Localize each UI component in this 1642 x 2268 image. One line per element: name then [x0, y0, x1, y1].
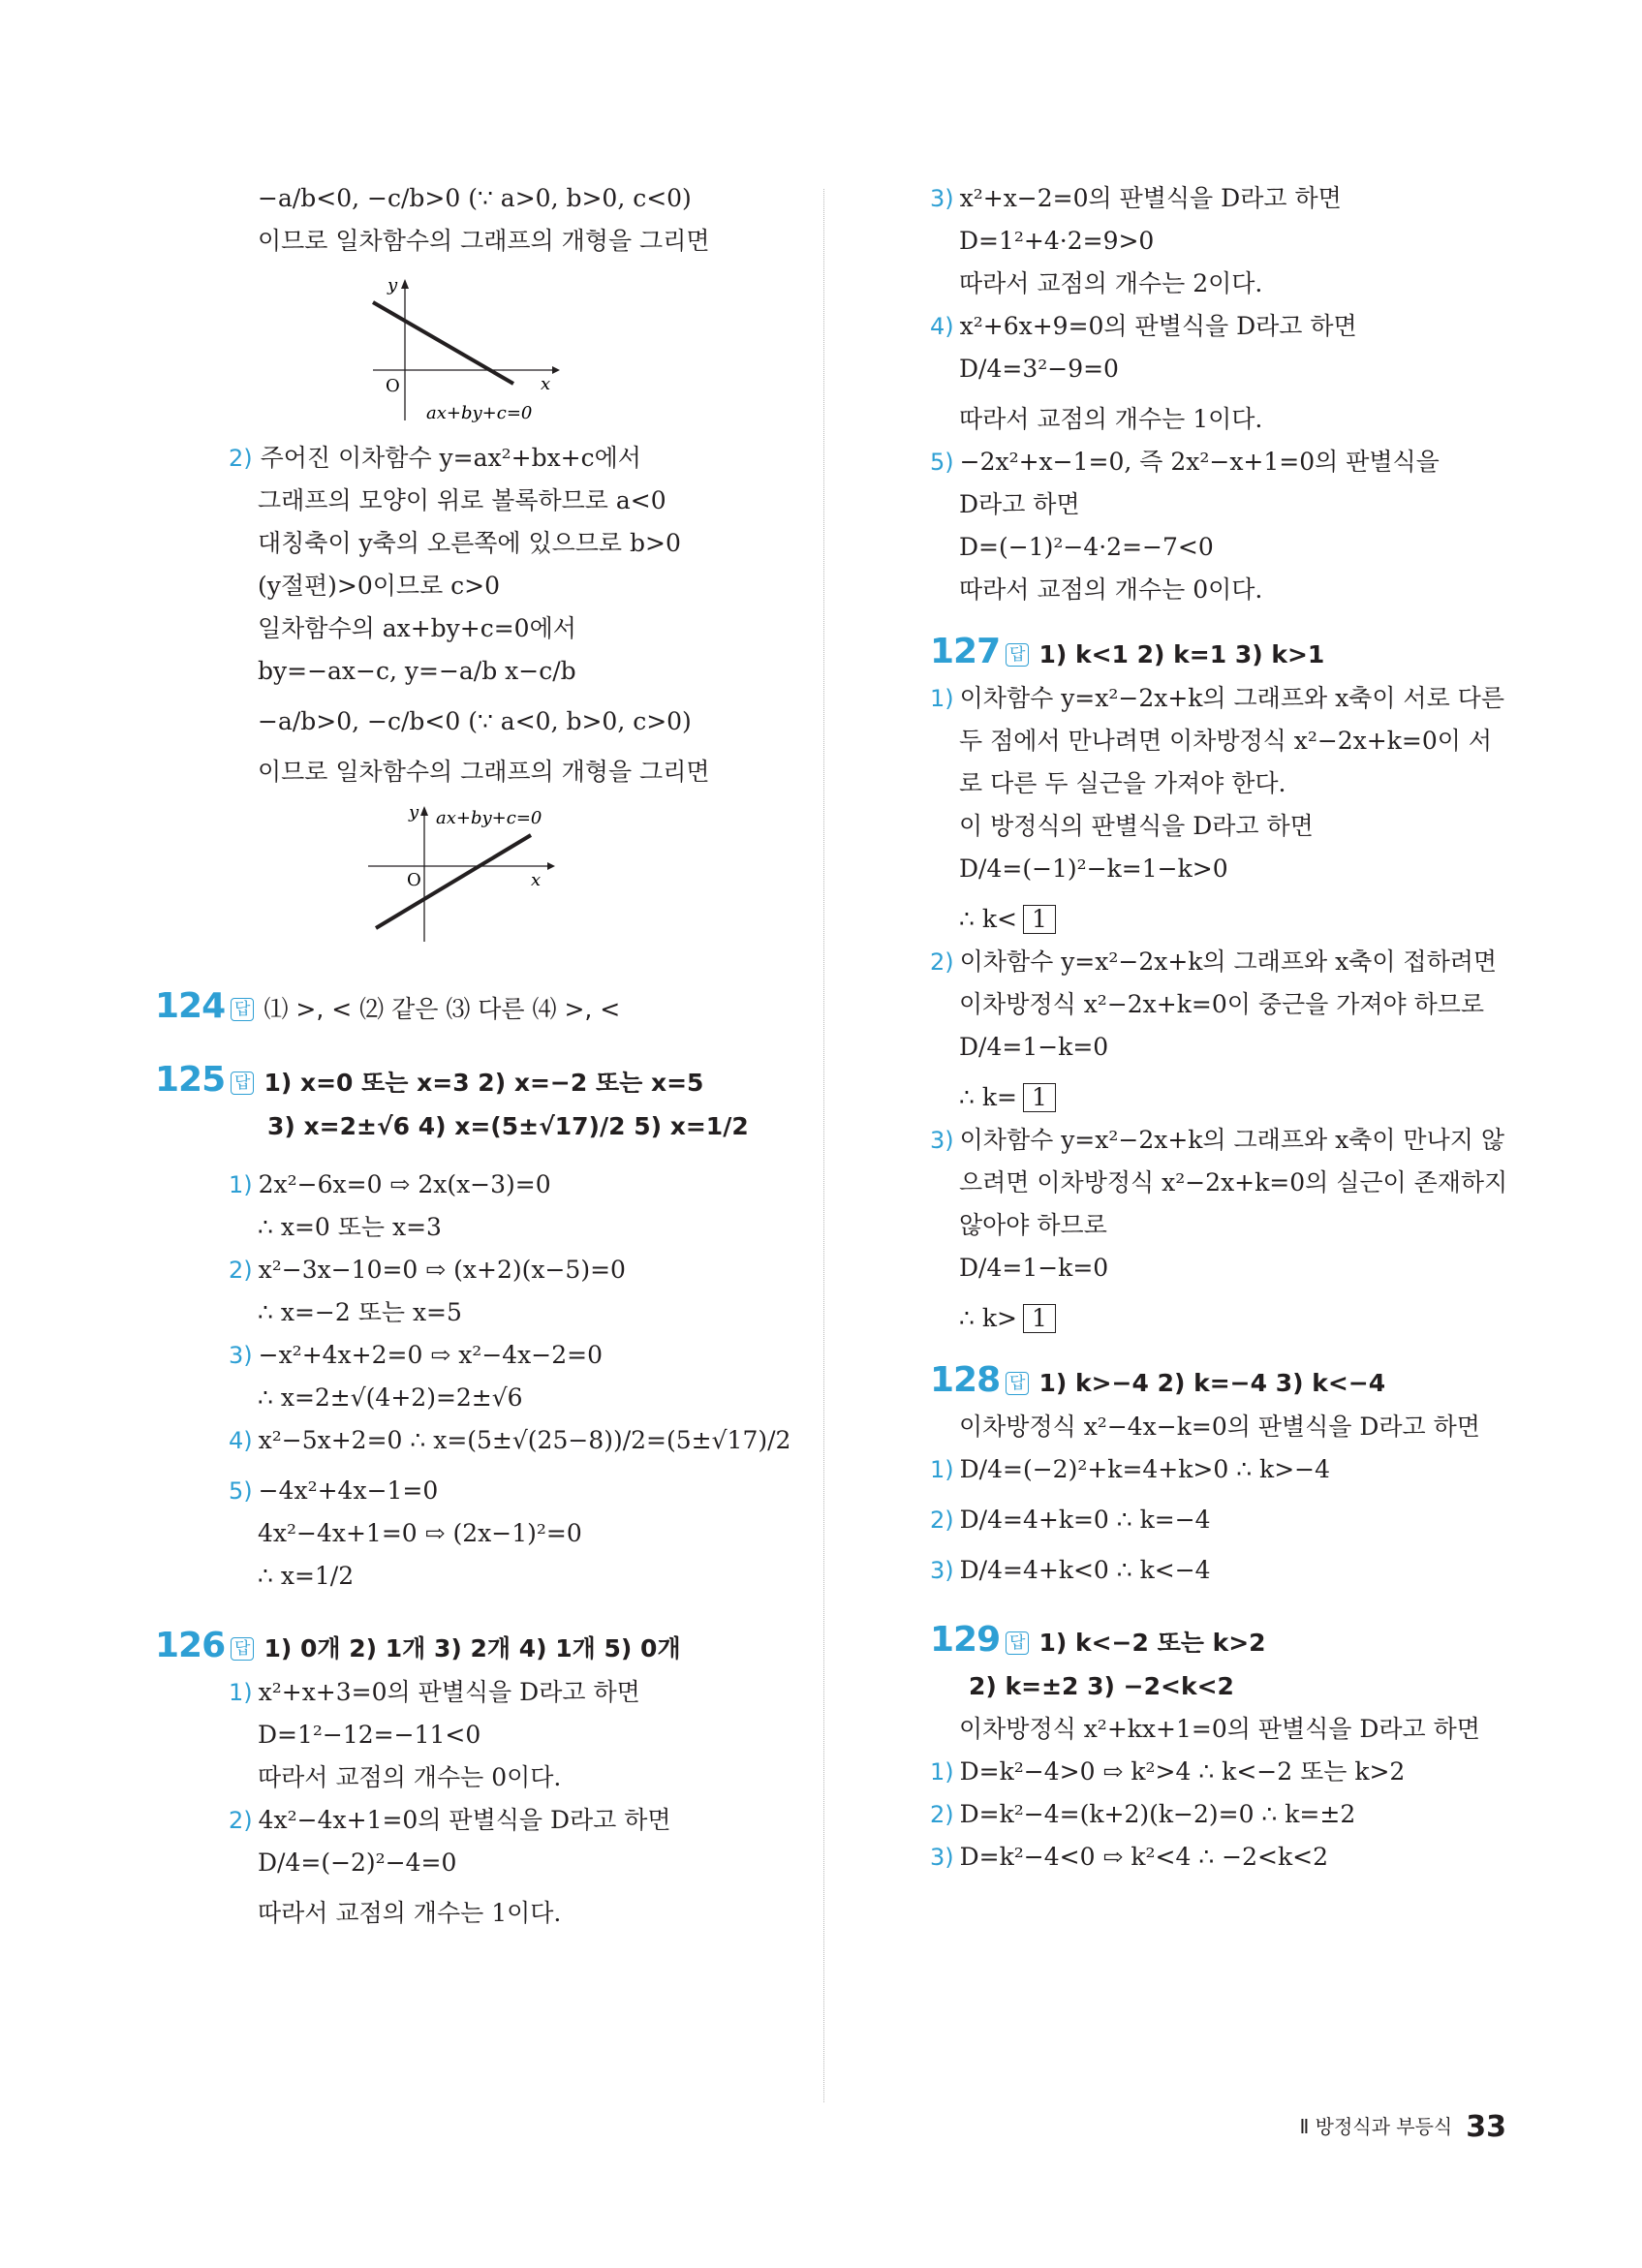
- problem-127-header: [930, 632, 1531, 684]
- step-marker: 2): [930, 1801, 954, 1828]
- solution-step: [930, 727, 1531, 769]
- solution-step: [930, 405, 1531, 448]
- part-marker: 2): [229, 445, 253, 472]
- step-text: D/4=1−k=0: [959, 1254, 1109, 1282]
- x-axis-arrow: [547, 862, 555, 870]
- step-text: −4x²+4x−1=0: [258, 1476, 439, 1505]
- solution-step: [930, 448, 1531, 490]
- step-marker: 3): [930, 185, 954, 212]
- solution-step: [155, 1341, 833, 1383]
- step-text: 따라서 교점의 개수는 1이다.: [258, 1899, 562, 1927]
- step-text: D=k²−4>0 ⇨ k²>4 ∴ k<−2 또는 k>2: [959, 1757, 1406, 1786]
- solution-step: [930, 1843, 1531, 1885]
- solution-step: [155, 1678, 833, 1721]
- step-text: D=k²−4<0 ⇨ k²<4 ∴ −2<k<2: [959, 1843, 1328, 1871]
- solution-step: [930, 1254, 1531, 1304]
- origin-label: O: [386, 376, 400, 396]
- line-label: ax+by+c=0: [426, 403, 533, 423]
- answer: 1) 0개 2) 1개 3) 2개 4) 1개 5) 0개: [263, 1634, 681, 1662]
- solution-step: [155, 1562, 833, 1612]
- answer-badge: 답: [231, 1637, 254, 1661]
- step-text: x²+6x+9=0의 판별식을 D라고 하면: [959, 312, 1357, 340]
- solution-125: [155, 1170, 833, 1612]
- graph-1: [155, 275, 833, 430]
- part2-line: 대칭축이 y축의 오른쪽에 있으므로 b>0: [258, 529, 681, 557]
- solution-step: [930, 533, 1531, 575]
- origin-label: O: [407, 870, 421, 890]
- step-text: D=(−1)²−4·2=−7<0: [959, 533, 1214, 561]
- step-text: 으려면 이차방정식 x²−2x+k=0의 실근이 존재하지: [959, 1168, 1508, 1196]
- solution-step: [155, 1170, 833, 1213]
- solution-step: [930, 1455, 1531, 1506]
- step-text: −x²+4x+2=0 ⇨ x²−4x−2=0: [258, 1341, 603, 1369]
- solution-step: [155, 1256, 833, 1298]
- answer: 1) k<1 2) k=1 3) k>1: [1038, 640, 1325, 668]
- step-text: x²+x+3=0의 판별식을 D라고 하면: [258, 1678, 640, 1706]
- step-text: 이차방정식 x²−2x+k=0이 중근을 가져야 하므로: [959, 990, 1485, 1018]
- solution-step: [930, 1126, 1531, 1168]
- step-marker: 4): [930, 313, 954, 340]
- answer: 1) k<−2 또는 k>2: [1038, 1629, 1266, 1657]
- answer: 1) k>−4 2) k=−4 3) k<−4: [1038, 1369, 1386, 1397]
- intro-line: 이므로 일차함수의 그래프의 개형을 그리면: [258, 227, 710, 255]
- solution-126-continued: [930, 184, 1531, 618]
- step-text: 이차함수 y=x²−2x+k의 그래프와 x축이 만나지 않: [959, 1126, 1504, 1154]
- part2-line: 그래프의 모양이 위로 볼록하므로 a<0: [258, 486, 666, 514]
- intro-line: −a/b<0, −c/b>0 (∵ a>0, b>0, c<0): [258, 184, 692, 212]
- problem-129-header: [930, 1620, 1531, 1672]
- step-text: x²+x−2=0의 판별식을 D라고 하면: [959, 184, 1342, 212]
- step-marker: 4): [229, 1427, 253, 1454]
- solution-step: [155, 1213, 833, 1256]
- step-text: x²−5x+2=0 ∴ x=(5±√(25−8))/2=(5±√17)/2: [258, 1426, 791, 1454]
- step-text: D/4=4+k<0 ∴ k<−4: [959, 1556, 1211, 1584]
- step-marker: 3): [229, 1342, 253, 1369]
- solution-step: [155, 1806, 833, 1849]
- step-text: ∴ x=0 또는 x=3: [258, 1213, 442, 1241]
- right-column: [930, 184, 1531, 1885]
- solution-step: [930, 1168, 1531, 1211]
- solution-step: [155, 1426, 833, 1476]
- problem-number: 125: [155, 1060, 226, 1100]
- step-marker: 2): [930, 948, 954, 976]
- step-text: D/4=(−1)²−k=1−k>0: [959, 854, 1228, 883]
- step-text: 따라서 교점의 개수는 2이다.: [959, 269, 1263, 297]
- step-text: 두 점에서 만나려면 이차방정식 x²−2x+k=0이 서: [959, 727, 1493, 755]
- step-text: D/4=1−k=0: [959, 1033, 1109, 1061]
- step-marker: 3): [930, 1127, 954, 1154]
- answer-badge: 답: [231, 1072, 254, 1095]
- step-text: ∴ k<: [959, 905, 1017, 933]
- problem-number: 126: [155, 1626, 226, 1665]
- solution-step: [155, 1519, 833, 1562]
- part2-line: 이므로 일차함수의 그래프의 개형을 그리면: [258, 758, 710, 786]
- part2-line: 2) 주어진 이차함수 y=ax²+bx+c에서: [229, 444, 641, 472]
- step-text: 따라서 교점의 개수는 1이다.: [959, 405, 1263, 433]
- problem-number: 127: [930, 632, 1001, 671]
- step-text: D=1²−12=−11<0: [258, 1721, 481, 1749]
- step-marker: 1): [229, 1171, 253, 1198]
- answer-badge: 답: [1006, 1372, 1029, 1395]
- solution-step: [155, 1476, 833, 1519]
- x-axis-arrow: [552, 366, 560, 374]
- step-text: 4x²−4x+1=0의 판별식을 D라고 하면: [258, 1806, 671, 1834]
- part2-line: 일차함수의 ax+by+c=0에서: [258, 614, 576, 642]
- y-label: y: [409, 806, 419, 823]
- answer-box: 1: [1023, 905, 1056, 934]
- step-text: 이차함수 y=x²−2x+k의 그래프와 x축이 접하려면: [959, 948, 1498, 976]
- step-text: 이차함수 y=x²−2x+k의 그래프와 x축이 서로 다른: [959, 684, 1504, 712]
- step-marker: 2): [229, 1257, 253, 1284]
- step-marker: 5): [229, 1477, 253, 1505]
- step-text: ∴ x=2±√(4+2)=2±√6: [258, 1383, 523, 1412]
- answer: 1) x=0 또는 x=3 2) x=−2 또는 x=5: [263, 1069, 704, 1097]
- solution-step: [930, 948, 1531, 990]
- solution-128: [930, 1413, 1531, 1606]
- solution-step: [155, 1298, 833, 1341]
- step-text: D/4=4+k=0 ∴ k=−4: [959, 1506, 1211, 1534]
- problem-number: 124: [155, 986, 226, 1026]
- solution-step: [930, 227, 1531, 269]
- step-text: x²−3x−10=0 ⇨ (x+2)(x−5)=0: [258, 1256, 626, 1284]
- y-axis-arrow: [420, 806, 428, 816]
- graph-line: [376, 835, 531, 928]
- step-text: D/4=(−2)²+k=4+k>0 ∴ k>−4: [959, 1455, 1330, 1483]
- solution-step: [930, 1304, 1531, 1347]
- answer-badge: 답: [1006, 1631, 1029, 1655]
- graph-line: [373, 302, 513, 384]
- solution-step: [930, 1506, 1531, 1556]
- answer-badge: 답: [231, 998, 254, 1021]
- solution-step: [930, 684, 1531, 727]
- solution-step: [930, 769, 1531, 812]
- answer-line-2: 3) x=2±√6 4) x=(5±√17)/2 5) x=1/2: [267, 1112, 749, 1140]
- left-column: [155, 184, 833, 1942]
- solution-127: [930, 684, 1531, 1347]
- problem-126-header: [155, 1626, 833, 1678]
- problem-124-header: [155, 986, 833, 1039]
- solution-step: [155, 1899, 833, 1942]
- solution-step: [930, 1556, 1531, 1606]
- step-marker: 1): [930, 685, 954, 712]
- step-text: D/4=3²−9=0: [959, 355, 1119, 383]
- y-label: y: [387, 275, 398, 295]
- step-marker: 2): [229, 1807, 253, 1834]
- solution-step: [930, 1800, 1531, 1843]
- step-marker: 3): [930, 1844, 954, 1871]
- x-label: x: [531, 870, 542, 890]
- step-marker: 3): [930, 1557, 954, 1584]
- x-label: x: [541, 374, 551, 394]
- solution-step: [930, 575, 1531, 618]
- step-text: ∴ k=: [959, 1083, 1017, 1111]
- step-text: ∴ x=−2 또는 x=5: [258, 1298, 462, 1326]
- solution-step: [155, 1721, 833, 1763]
- answer: ⑴ >, < ⑵ 같은 ⑶ 다른 ⑷ >, <: [263, 995, 621, 1023]
- step-text: D=1²+4·2=9>0: [959, 227, 1155, 255]
- solution-step: [930, 812, 1531, 854]
- solution-step: [930, 1413, 1531, 1455]
- solution-step: [155, 1763, 833, 1806]
- step-text: 따라서 교점의 개수는 0이다.: [258, 1763, 562, 1791]
- step-text: 이 방정식의 판별식을 D라고 하면: [959, 812, 1314, 840]
- step-marker: 2): [930, 1507, 954, 1534]
- solution-step: [155, 1383, 833, 1426]
- problem-125-header: [155, 1060, 833, 1112]
- part2-line: by=−ax−c, y=−a/b x−c/b: [258, 657, 576, 685]
- step-text: D라고 하면: [959, 490, 1080, 518]
- step-marker: 1): [930, 1758, 954, 1786]
- answer-line-2: 2) k=±2 3) −2<k<2: [969, 1672, 1234, 1700]
- step-text: D=k²−4=(k+2)(k−2)=0 ∴ k=±2: [959, 1800, 1356, 1828]
- step-text: 이차방정식 x²−4x−k=0의 판별식을 D라고 하면: [959, 1413, 1480, 1441]
- solution-step: [930, 990, 1531, 1033]
- page-footer: [1299, 2110, 1506, 2144]
- solution-step: [930, 854, 1531, 905]
- solution-step: [930, 184, 1531, 227]
- step-text: −2x²+x−1=0, 즉 2x²−x+1=0의 판별식을: [959, 448, 1440, 476]
- solution-step: [930, 1033, 1531, 1083]
- solution-step: [930, 312, 1531, 355]
- step-text: 따라서 교점의 개수는 0이다.: [959, 575, 1263, 604]
- solution-step: [930, 269, 1531, 312]
- step-marker: 1): [930, 1456, 954, 1483]
- chapter-label: Ⅱ 방정식과 부등식: [1299, 2115, 1453, 2138]
- answer-badge: 답: [1006, 643, 1029, 667]
- step-text: ∴ x=1/2: [258, 1562, 355, 1590]
- step-marker: 5): [930, 449, 954, 476]
- part2-line: −a/b>0, −c/b<0 (∵ a<0, b>0, c>0): [258, 707, 692, 735]
- step-text: 2x²−6x=0 ⇨ 2x(x−3)=0: [258, 1170, 551, 1198]
- problem-number: 129: [930, 1620, 1001, 1660]
- solution-step: [930, 490, 1531, 533]
- line-label: ax+by+c=0: [436, 808, 542, 828]
- solution-step: [930, 1715, 1531, 1757]
- step-text: 이차방정식 x²+kx+1=0의 판별식을 D라고 하면: [959, 1715, 1480, 1743]
- solution-step: [155, 1849, 833, 1899]
- problem-128-header: [930, 1360, 1531, 1413]
- solution-step: [930, 905, 1531, 948]
- solution-step: [930, 355, 1531, 405]
- solution-step: [930, 1211, 1531, 1254]
- solution-step: [930, 1083, 1531, 1126]
- graph-2: [155, 806, 833, 951]
- answer-box: 1: [1023, 1083, 1056, 1112]
- step-text: ∴ k>: [959, 1304, 1017, 1332]
- step-text: 4x²−4x+1=0 ⇨ (2x−1)²=0: [258, 1519, 582, 1547]
- step-marker: 1): [229, 1679, 253, 1706]
- y-axis-arrow: [401, 279, 409, 289]
- solution-126: [155, 1678, 833, 1942]
- page-number: 33: [1466, 2110, 1506, 2144]
- step-text: 않아야 하므로: [959, 1211, 1107, 1239]
- solution-129: [930, 1715, 1531, 1885]
- step-text: D/4=(−2)²−4=0: [258, 1849, 457, 1877]
- part2-line: (y절편)>0이므로 c>0: [258, 572, 501, 600]
- step-text: 로 다른 두 실근을 가져야 한다.: [959, 769, 1286, 797]
- problem-number: 128: [930, 1360, 1001, 1400]
- answer-box: 1: [1023, 1304, 1056, 1333]
- solution-step: [930, 1757, 1531, 1800]
